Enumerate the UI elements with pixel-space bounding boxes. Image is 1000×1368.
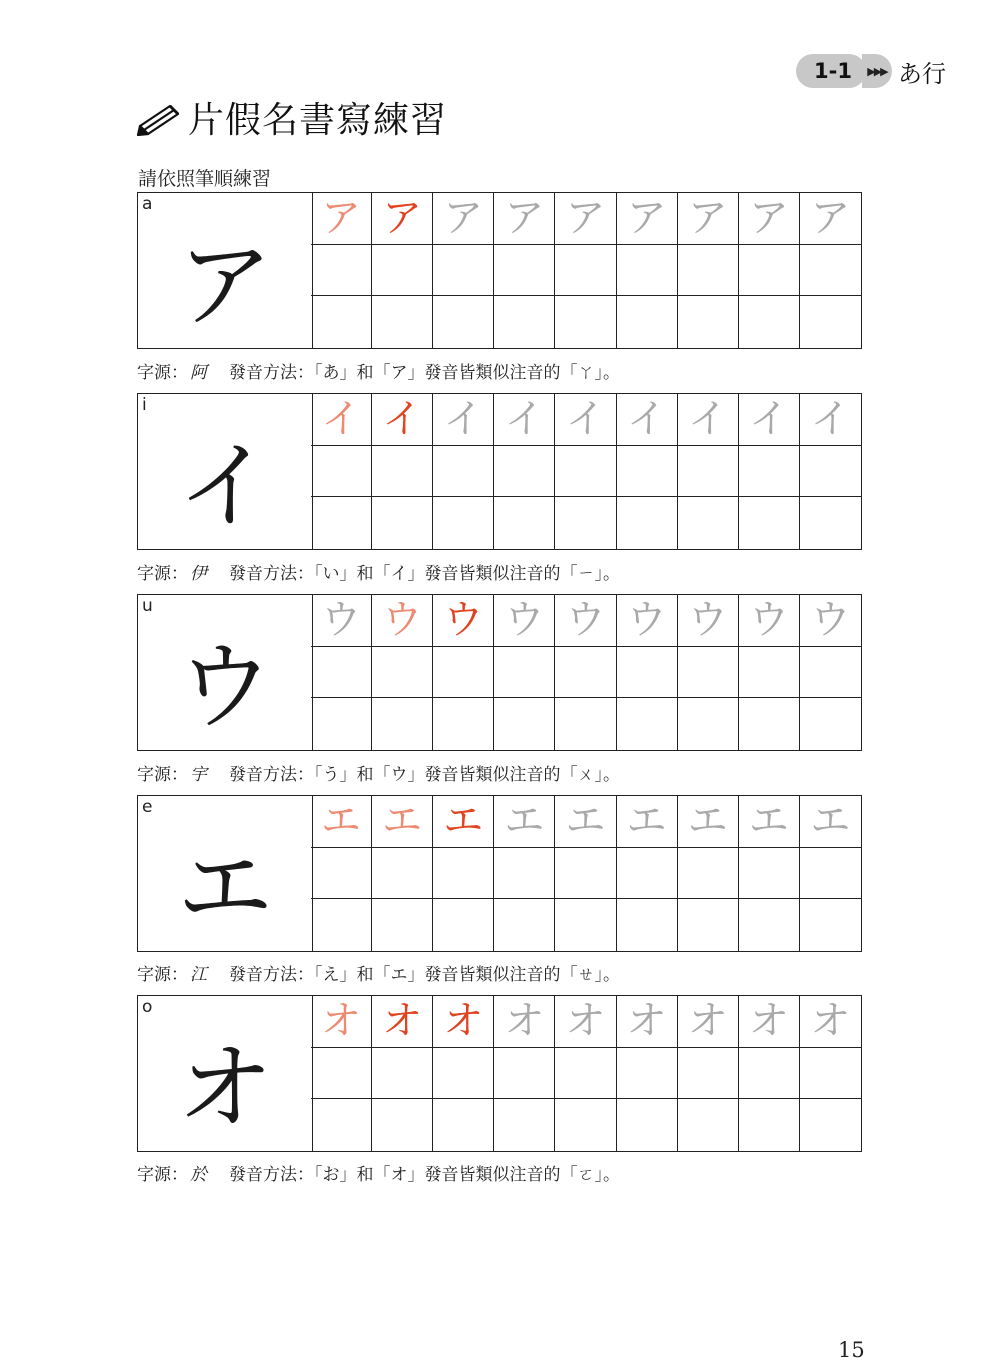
note-u <box>137 760 620 785</box>
trace-cell: イ <box>433 394 494 446</box>
writing-cell[interactable] <box>311 446 372 498</box>
writing-cell[interactable] <box>678 848 739 900</box>
writing-cell[interactable] <box>555 497 616 549</box>
writing-cell[interactable] <box>372 296 433 348</box>
writing-cell[interactable] <box>800 497 861 549</box>
writing-cell[interactable] <box>494 698 555 750</box>
writing-cell[interactable] <box>678 497 739 549</box>
writing-cell[interactable] <box>800 899 861 951</box>
trace-cell: ウ <box>555 595 616 647</box>
trace-cell: ア <box>494 193 555 245</box>
model-cell <box>137 795 313 952</box>
trace-cell: イ <box>555 394 616 446</box>
model-character: エ <box>177 832 273 944</box>
source-character: 宇 <box>190 765 207 785</box>
writing-cell[interactable] <box>433 497 494 549</box>
writing-cell[interactable] <box>433 848 494 900</box>
practice-grid <box>311 192 862 349</box>
trace-cell: ア <box>555 193 616 245</box>
note-i <box>137 559 620 584</box>
trace-cell: イ <box>739 394 800 446</box>
model-character: イ <box>177 430 273 542</box>
writing-cell[interactable] <box>800 245 861 297</box>
writing-cell[interactable] <box>617 698 678 750</box>
writing-cell[interactable] <box>311 899 372 951</box>
section-tab <box>796 54 946 88</box>
writing-cell[interactable] <box>433 899 494 951</box>
pronunciation-note: 發音方法：「え」和「エ」發音皆類似注音的「ㄝ」。 <box>229 965 620 985</box>
trace-cell: イ <box>678 394 739 446</box>
writing-cell[interactable] <box>678 296 739 348</box>
writing-cell[interactable] <box>372 1048 433 1100</box>
pronunciation-note: 發音方法：「う」和「ウ」發音皆類似注音的「ㄨ」。 <box>229 765 620 785</box>
practice-block-a <box>137 192 861 349</box>
note-a <box>137 358 620 383</box>
section-number: 1-1 <box>796 54 866 88</box>
romaji-label: e <box>142 797 153 817</box>
trace-cell: エ <box>555 796 616 848</box>
page-number: 15 <box>838 1338 865 1362</box>
trace-cell: ア <box>311 193 372 245</box>
trace-cell: ウ <box>739 595 800 647</box>
trace-cell: ア <box>800 193 861 245</box>
trace-cell: エ <box>372 796 433 848</box>
model-cell <box>137 995 313 1152</box>
trace-cell: ア <box>739 193 800 245</box>
writing-cell[interactable] <box>494 1099 555 1151</box>
writing-cell[interactable] <box>617 848 678 900</box>
writing-cell[interactable] <box>372 245 433 297</box>
trace-cell: イ <box>617 394 678 446</box>
writing-cell[interactable] <box>739 647 800 699</box>
writing-cell[interactable] <box>678 1048 739 1100</box>
trace-cell: ウ <box>678 595 739 647</box>
writing-cell[interactable] <box>372 497 433 549</box>
writing-cell[interactable] <box>678 245 739 297</box>
writing-cell[interactable] <box>617 497 678 549</box>
model-character: ア <box>177 229 273 341</box>
trace-cell: エ <box>678 796 739 848</box>
writing-cell[interactable] <box>739 899 800 951</box>
writing-cell[interactable] <box>555 647 616 699</box>
writing-cell[interactable] <box>555 296 616 348</box>
model-cell <box>137 393 313 550</box>
writing-cell[interactable] <box>800 446 861 498</box>
writing-cell[interactable] <box>433 296 494 348</box>
trace-cell: オ <box>739 996 800 1048</box>
trace-cell: エ <box>800 796 861 848</box>
writing-cell[interactable] <box>800 647 861 699</box>
writing-cell[interactable] <box>739 1099 800 1151</box>
writing-cell[interactable] <box>617 446 678 498</box>
writing-cell[interactable] <box>555 698 616 750</box>
writing-cell[interactable] <box>433 245 494 297</box>
writing-cell[interactable] <box>311 245 372 297</box>
writing-cell[interactable] <box>311 1099 372 1151</box>
page-title: 片假名書寫練習 <box>188 100 448 141</box>
writing-cell[interactable] <box>494 899 555 951</box>
trace-cell: オ <box>433 996 494 1048</box>
trace-cell: エ <box>739 796 800 848</box>
writing-cell[interactable] <box>739 245 800 297</box>
writing-cell[interactable] <box>617 296 678 348</box>
writing-cell[interactable] <box>555 1048 616 1100</box>
practice-grid <box>311 594 862 751</box>
source-character: 江 <box>190 965 207 985</box>
writing-cell[interactable] <box>678 446 739 498</box>
writing-cell[interactable] <box>800 1099 861 1151</box>
source-character: 於 <box>190 1165 207 1185</box>
practice-block-u <box>137 594 861 751</box>
writing-cell[interactable] <box>739 698 800 750</box>
trace-cell: エ <box>494 796 555 848</box>
trace-cell: イ <box>372 394 433 446</box>
writing-cell[interactable] <box>617 1048 678 1100</box>
writing-cell[interactable] <box>800 296 861 348</box>
source-label: 字源： <box>137 564 188 584</box>
writing-cell[interactable] <box>617 1099 678 1151</box>
writing-cell[interactable] <box>372 848 433 900</box>
trace-cell: ア <box>433 193 494 245</box>
source-label: 字源： <box>137 363 188 383</box>
trace-cell: オ <box>800 996 861 1048</box>
source-character: 伊 <box>190 564 207 584</box>
writing-cell[interactable] <box>494 647 555 699</box>
writing-cell[interactable] <box>739 848 800 900</box>
writing-cell[interactable] <box>739 296 800 348</box>
trace-cell: オ <box>311 996 372 1048</box>
writing-cell[interactable] <box>372 446 433 498</box>
trace-cell: エ <box>311 796 372 848</box>
writing-cell[interactable] <box>678 899 739 951</box>
practice-block-i <box>137 393 861 550</box>
writing-cell[interactable] <box>555 848 616 900</box>
writing-cell[interactable] <box>678 1099 739 1151</box>
writing-cell[interactable] <box>617 647 678 699</box>
note-o <box>137 1160 620 1185</box>
trace-cell: ア <box>372 193 433 245</box>
model-cell <box>137 594 313 751</box>
writing-cell[interactable] <box>311 1048 372 1100</box>
writing-cell[interactable] <box>555 1099 616 1151</box>
model-character: ウ <box>177 631 273 743</box>
writing-cell[interactable] <box>678 698 739 750</box>
trace-cell: エ <box>433 796 494 848</box>
writing-cell[interactable] <box>372 647 433 699</box>
instruction-text: 請依照筆順練習 <box>138 168 272 190</box>
trace-cell: ウ <box>433 595 494 647</box>
writing-cell[interactable] <box>494 245 555 297</box>
romaji-label: a <box>142 194 153 214</box>
trace-cell: オ <box>494 996 555 1048</box>
writing-cell[interactable] <box>311 497 372 549</box>
writing-cell[interactable] <box>433 446 494 498</box>
trace-cell: ウ <box>311 595 372 647</box>
source-label: 字源： <box>137 765 188 785</box>
writing-cell[interactable] <box>372 698 433 750</box>
trace-cell: オ <box>617 996 678 1048</box>
practice-grid <box>311 995 862 1152</box>
trace-cell: ウ <box>494 595 555 647</box>
trace-cell: ウ <box>372 595 433 647</box>
writing-cell[interactable] <box>311 296 372 348</box>
writing-cell[interactable] <box>433 1048 494 1100</box>
note-e <box>137 960 620 985</box>
practice-grid <box>311 795 862 952</box>
writing-cell[interactable] <box>494 848 555 900</box>
writing-cell[interactable] <box>372 1099 433 1151</box>
writing-cell[interactable] <box>372 899 433 951</box>
romaji-label: o <box>142 997 153 1017</box>
writing-cell[interactable] <box>433 647 494 699</box>
writing-cell[interactable] <box>494 446 555 498</box>
trace-cell: ア <box>678 193 739 245</box>
writing-cell[interactable] <box>311 848 372 900</box>
trace-cell: ウ <box>617 595 678 647</box>
trace-cell: エ <box>617 796 678 848</box>
trace-cell: ア <box>617 193 678 245</box>
writing-cell[interactable] <box>617 245 678 297</box>
source-label: 字源： <box>137 965 188 985</box>
trace-cell: イ <box>800 394 861 446</box>
writing-cell[interactable] <box>494 296 555 348</box>
practice-block-e <box>137 795 861 952</box>
writing-cell[interactable] <box>433 1099 494 1151</box>
romaji-label: i <box>142 395 147 415</box>
trace-cell: ウ <box>800 595 861 647</box>
pencil-icon <box>136 100 182 136</box>
writing-cell[interactable] <box>800 698 861 750</box>
page-header <box>136 92 447 143</box>
trace-cell: イ <box>494 394 555 446</box>
writing-cell[interactable] <box>678 647 739 699</box>
writing-cell[interactable] <box>800 1048 861 1100</box>
section-arrows-icon: ▶▶▶ <box>862 54 892 88</box>
writing-cell[interactable] <box>739 497 800 549</box>
writing-cell[interactable] <box>311 698 372 750</box>
trace-cell: オ <box>555 996 616 1048</box>
trace-cell: イ <box>311 394 372 446</box>
pronunciation-note: 發音方法：「あ」和「ア」發音皆類似注音的「ㄚ」。 <box>229 363 620 383</box>
writing-cell[interactable] <box>555 245 616 297</box>
practice-block-o <box>137 995 861 1152</box>
writing-cell[interactable] <box>311 647 372 699</box>
source-label: 字源： <box>137 1165 188 1185</box>
writing-cell[interactable] <box>617 899 678 951</box>
writing-cell[interactable] <box>494 1048 555 1100</box>
writing-cell[interactable] <box>433 698 494 750</box>
writing-cell[interactable] <box>739 446 800 498</box>
writing-cell[interactable] <box>800 848 861 900</box>
writing-cell[interactable] <box>555 899 616 951</box>
trace-cell: オ <box>372 996 433 1048</box>
romaji-label: u <box>142 596 153 616</box>
writing-cell[interactable] <box>555 446 616 498</box>
writing-cell[interactable] <box>494 497 555 549</box>
model-character: オ <box>177 1032 273 1144</box>
writing-cell[interactable] <box>739 1048 800 1100</box>
practice-grid <box>311 393 862 550</box>
pronunciation-note: 發音方法：「い」和「イ」發音皆類似注音的「ㄧ」。 <box>229 564 620 584</box>
pronunciation-note: 發音方法：「お」和「オ」發音皆類似注音的「ㄛ」。 <box>229 1165 620 1185</box>
section-label: あ行 <box>897 59 946 88</box>
source-character: 阿 <box>190 363 207 383</box>
model-cell <box>137 192 313 349</box>
trace-cell: オ <box>678 996 739 1048</box>
